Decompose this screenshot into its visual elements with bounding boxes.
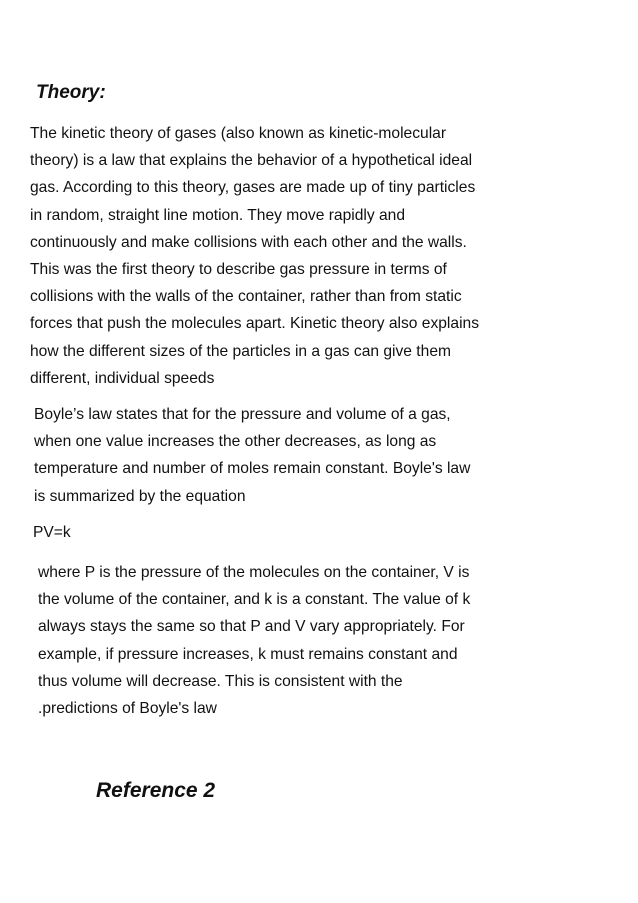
text-line: when one value increases the other decreases, as long as [34,433,437,451]
boyles-law-paragraph [34,401,470,510]
text-line: different, individual speeds [30,369,215,387]
reference-heading: Reference 2 [96,779,216,802]
text-line: where P is the pressure of the molecules on the container, V is [38,564,470,581]
text-line: gas. According to this theory, gases are made up of tiny particles [30,179,476,197]
kinetic-theory-paragraph [30,120,479,392]
text-line: Boyle’s law states that for the pressure and volume of a gas, [34,406,451,423]
text-line: The kinetic theory of gases (also known as kinetic-molecular [30,125,447,142]
text-line: always stays the same so that P and V vary appropriately. For [38,618,465,636]
text-line: This was the first theory to describe gas pressure in terms of [30,261,447,279]
equation [33,519,71,546]
text-line: collisions with the walls of the container, rather than from static [30,288,462,306]
text-line: continuously and make collisions with each other and the walls. [30,233,467,251]
text-line: example, if pressure increases, k must remains constant and [38,645,458,663]
equation-explanation-paragraph [38,559,470,722]
text-line: in random, straight line motion. They move rapidly and [30,206,406,224]
text-line: theory) is a law that explains the behavior of a hypothetical ideal [30,152,473,170]
text-line: the volume of the container, and k is a constant. The value of k [38,591,471,609]
text-line: .predictions of Boyle's law [38,700,217,718]
theory-heading: Theory: [36,82,106,103]
text-line: temperature and number of moles remain constant. Boyle's law [34,460,471,478]
text-line: forces that push the molecules apart. Kinetic theory also explains [30,315,479,333]
text-line: how the different sizes of the particles in a gas can give them [30,342,451,360]
text-line: is summarized by the equation [34,487,246,505]
text-line: thus volume will decrease. This is consistent with the [38,672,403,690]
equation-text: PV=k [33,524,71,541]
